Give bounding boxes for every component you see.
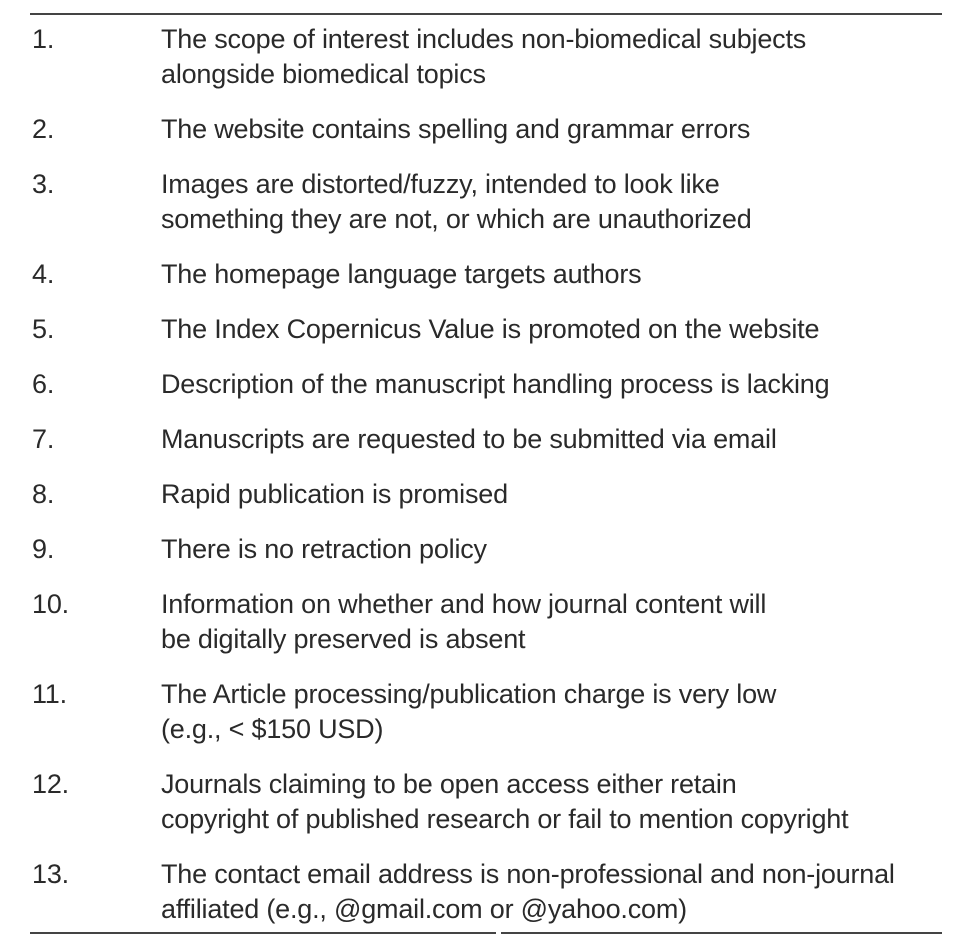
row-text (161, 312, 942, 347)
row-number: 6. (32, 369, 55, 399)
table-row (30, 677, 942, 747)
row-number: 11. (32, 679, 67, 709)
row-text-line: affiliated (e.g., @gmail.com or @yahoo.com) (161, 894, 687, 924)
row-text-line: The Index Copernicus Value is promoted on the website (161, 314, 820, 344)
table-row (30, 312, 942, 347)
row-text (161, 532, 942, 567)
table-row (30, 477, 942, 512)
criteria-table (30, 13, 942, 927)
row-text (161, 477, 942, 512)
row-text-line: alongside biomedical topics (161, 59, 486, 89)
row-number: 10. (32, 589, 69, 619)
bottom-rule-right (501, 932, 942, 934)
table-row (30, 422, 942, 457)
row-text-line: Description of the manuscript handling process is lacking (161, 369, 830, 399)
row-text-line: Manuscripts are requested to be submitted via email (161, 424, 777, 454)
row-number: 4. (32, 259, 55, 289)
top-rule (30, 13, 942, 15)
row-text (161, 367, 942, 402)
row-text-line: Journals claiming to be open access either retain (161, 769, 737, 799)
row-text-line: The scope of interest includes non-biomedical subjects (161, 24, 807, 54)
row-text (161, 22, 942, 92)
row-number: 12. (32, 769, 69, 799)
row-text-line: something they are not, or which are unauthorized (161, 204, 752, 234)
row-number: 5. (32, 314, 55, 344)
table-row (30, 767, 942, 837)
row-text (161, 677, 942, 747)
row-text-line: Information on whether and how journal content will (161, 589, 767, 619)
row-text (161, 767, 942, 837)
table-row (30, 587, 942, 657)
row-text-line: Images are distorted/fuzzy, intended to look like (161, 169, 720, 199)
table-row (30, 112, 942, 147)
row-text-line: copyright of published research or fail to mention copyright (161, 804, 849, 834)
row-text-line: The homepage language targets authors (161, 259, 642, 289)
row-text-line: The contact email address is non-professional and non-journal (161, 859, 895, 889)
bottom-rule-left (30, 932, 496, 934)
row-text-line: be digitally preserved is absent (161, 624, 526, 654)
row-text (161, 257, 942, 292)
row-number: 3. (32, 169, 55, 199)
row-number: 9. (32, 534, 55, 564)
row-text-line: (e.g., < $150 USD) (161, 714, 384, 744)
row-number: 13. (32, 859, 69, 889)
row-number: 2. (32, 114, 55, 144)
row-text-line: The Article processing/publication charge is very low (161, 679, 777, 709)
row-number: 7. (32, 424, 55, 454)
row-text-line: There is no retraction policy (161, 534, 487, 564)
table-row (30, 857, 942, 927)
row-text (161, 857, 942, 927)
row-text (161, 112, 942, 147)
table-row (30, 257, 942, 292)
row-text (161, 167, 942, 237)
table-row (30, 367, 942, 402)
table-row (30, 532, 942, 567)
row-number: 1. (32, 24, 55, 54)
row-text (161, 587, 942, 657)
table-row (30, 22, 942, 92)
table-row (30, 167, 942, 237)
row-text (161, 422, 942, 457)
row-text-line: The website contains spelling and grammar errors (161, 114, 751, 144)
row-number: 8. (32, 479, 55, 509)
row-text-line: Rapid publication is promised (161, 479, 508, 509)
